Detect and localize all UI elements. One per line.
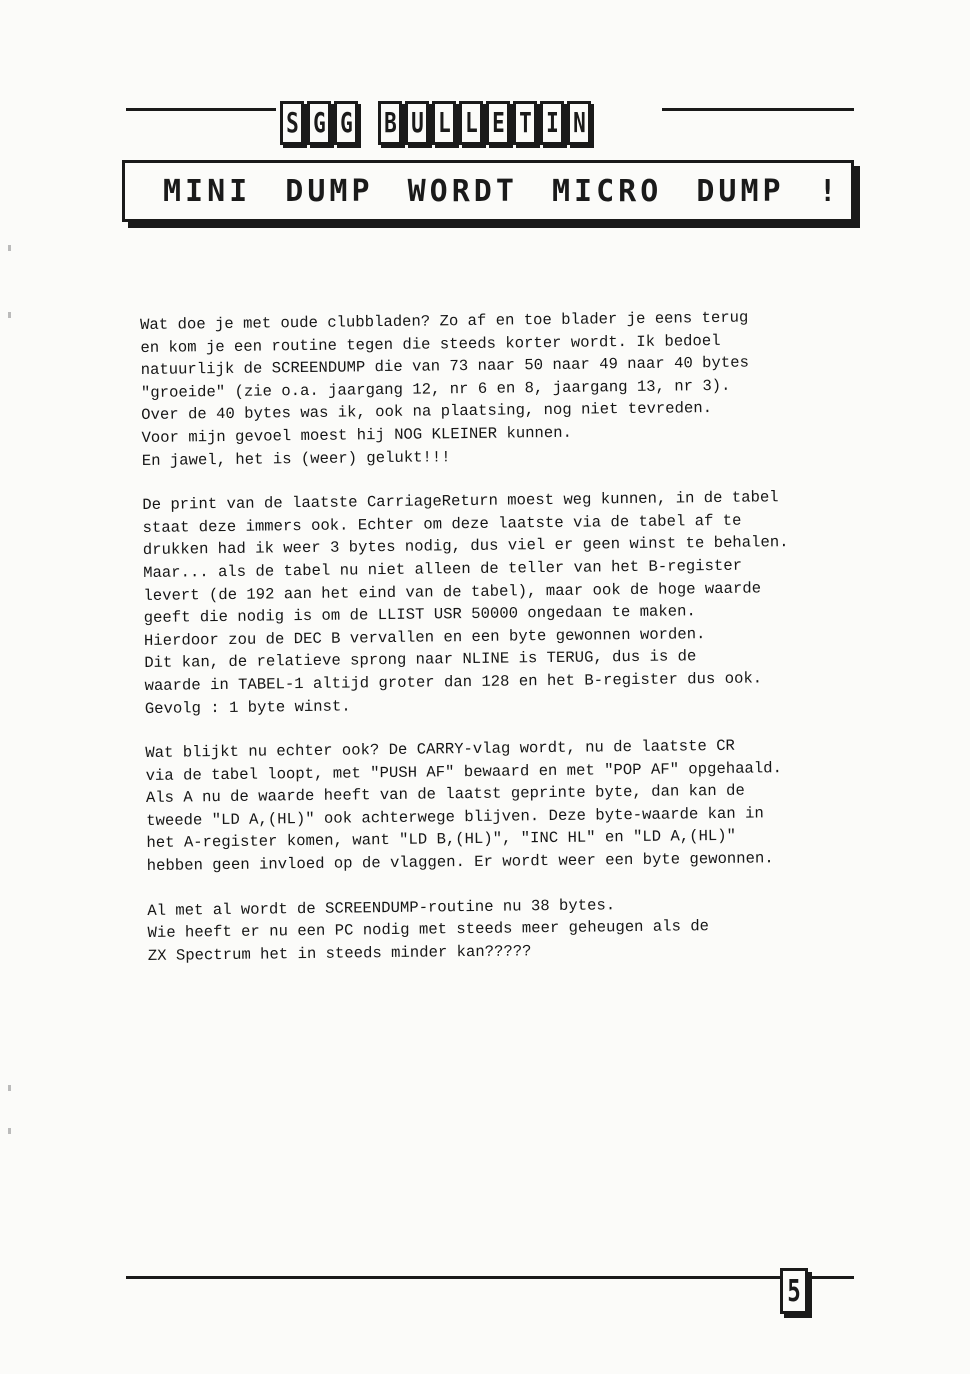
article-line: Maar... als de tabel nu niet alleen de teller van het B-register [143, 556, 743, 582]
scan-speck [8, 312, 11, 318]
article-line: waarde in TABEL-1 altijd groter dan 128 en het B-register dus ook. [144, 669, 763, 695]
masthead-letter-block [307, 101, 331, 145]
scan-speck [8, 245, 11, 251]
article-line: Voor mijn gevoel moest hij NOG KLEINER kunnen. [141, 423, 573, 447]
footer-rule [126, 1276, 782, 1279]
article-line: Over de 40 bytes was ik, ook na plaatsing, nog niet tevreden. [141, 399, 713, 425]
masthead-rule-right [662, 108, 854, 111]
masthead-letter-block [432, 101, 456, 145]
article-line: Wat blijkt nu echter ook? De CARRY-vlag wordt, nu de laatste CR [145, 736, 735, 763]
article-line: Wat doe je met oude clubbladen? Zo af en toe blader je eens terug [140, 308, 749, 334]
article-line: staat deze immers ook. Echter om deze laatste via de tabel af te [142, 511, 742, 537]
article-line: en kom je een routine tegen die steeds korter wordt. Ik bedoel [140, 331, 721, 357]
masthead-letter: B [383, 106, 397, 139]
article-line: levert (de 192 aan het eind van de tabel), maar ook de hoge waarde [143, 578, 762, 605]
article-title-box [122, 160, 854, 222]
article-line: via de tabel loopt, met "PUSH AF" bewaard en met "POP AF" opgehaald. [145, 758, 783, 785]
masthead-letter-block [334, 101, 358, 145]
masthead-letter: N [572, 106, 586, 139]
article-line: Al met al wordt de SCREENDUMP-routine nu 38 bytes. [147, 895, 616, 920]
masthead-letter: L [464, 106, 478, 139]
page-number-box [780, 1268, 808, 1314]
article-line: En jawel, het is (weer) gelukt!!! [141, 447, 451, 470]
article-line: De print van de laatste CarriageReturn moest weg kunnen, in de tabel [142, 488, 779, 515]
article-line: tweede "LD A,(HL)" ook achterwege blijven. Deze byte-waarde kan in [146, 804, 764, 830]
masthead-logo [280, 101, 591, 151]
article-paragraph [140, 305, 902, 472]
article-paragraph [145, 733, 907, 878]
article-line: Hierdoor zou de DEC B vervallen en een byte gewonnen worden. [143, 624, 706, 650]
masthead-letter: U [410, 106, 424, 139]
scan-speck [8, 1085, 11, 1091]
article-line: geeft die nodig is om de LLIST USR 50000 ongedaan te maken. [143, 602, 696, 628]
article-line: hebben geen invloed op de vlaggen. Er wordt weer een byte gewonnen. [146, 849, 774, 876]
masthead-letter-block [405, 101, 429, 145]
masthead-letter-block [486, 101, 510, 145]
masthead-letter: G [339, 106, 353, 139]
masthead-letter: T [518, 106, 532, 139]
masthead-word-bulletin [378, 101, 591, 151]
masthead-letter: E [491, 106, 505, 139]
masthead-letter-block [378, 101, 402, 145]
article-line: drukken had ik weer 3 bytes nodig, dus viel er geen winst te behalen. [142, 533, 789, 560]
article-line: natuurlijk de SCREENDUMP die van 73 naar 50 naar 49 naar 40 bytes [140, 353, 750, 380]
scan-speck [8, 1128, 11, 1134]
masthead-letter: S [285, 106, 299, 139]
article-paragraph [147, 890, 908, 967]
masthead-letter: G [312, 106, 326, 139]
article-line: het A-register komen, want "LD B,(HL)", "INC HL" en "LD A,(HL)" [146, 827, 737, 853]
masthead-rule-left [126, 108, 276, 111]
masthead-letter-block [567, 101, 591, 145]
article-title: MINI DUMP WORDT MICRO DUMP ! [163, 173, 841, 209]
footer-rule-end [810, 1276, 854, 1279]
masthead-letter-block [513, 101, 537, 145]
masthead-letter-block [459, 101, 483, 145]
article-line: Dit kan, de relatieve sprong naar NLINE is TERUG, dus is de [144, 647, 697, 673]
article-line: Gevolg : 1 byte winst. [144, 696, 351, 718]
page-number: 5 [787, 1273, 801, 1309]
masthead-letter: L [437, 106, 451, 139]
masthead-letter-block [280, 101, 304, 145]
masthead-letter-block [540, 101, 564, 145]
article-line: Wie heeft er nu een PC nodig met steeds meer geheugen als de [147, 917, 710, 943]
article-paragraph [142, 485, 905, 720]
article-body [140, 305, 908, 990]
article-line: "groeide" (zie o.a. jaargang 12, nr 6 en 8, jaargang 13, nr 3). [140, 376, 731, 402]
article-line: Als A nu de waarde heeft van de laatst geprinte byte, dan kan de [145, 781, 745, 808]
masthead-letter: I [545, 106, 559, 139]
article-line: ZX Spectrum het in steeds minder kan????? [147, 942, 532, 965]
masthead-word-sgg [280, 101, 358, 151]
